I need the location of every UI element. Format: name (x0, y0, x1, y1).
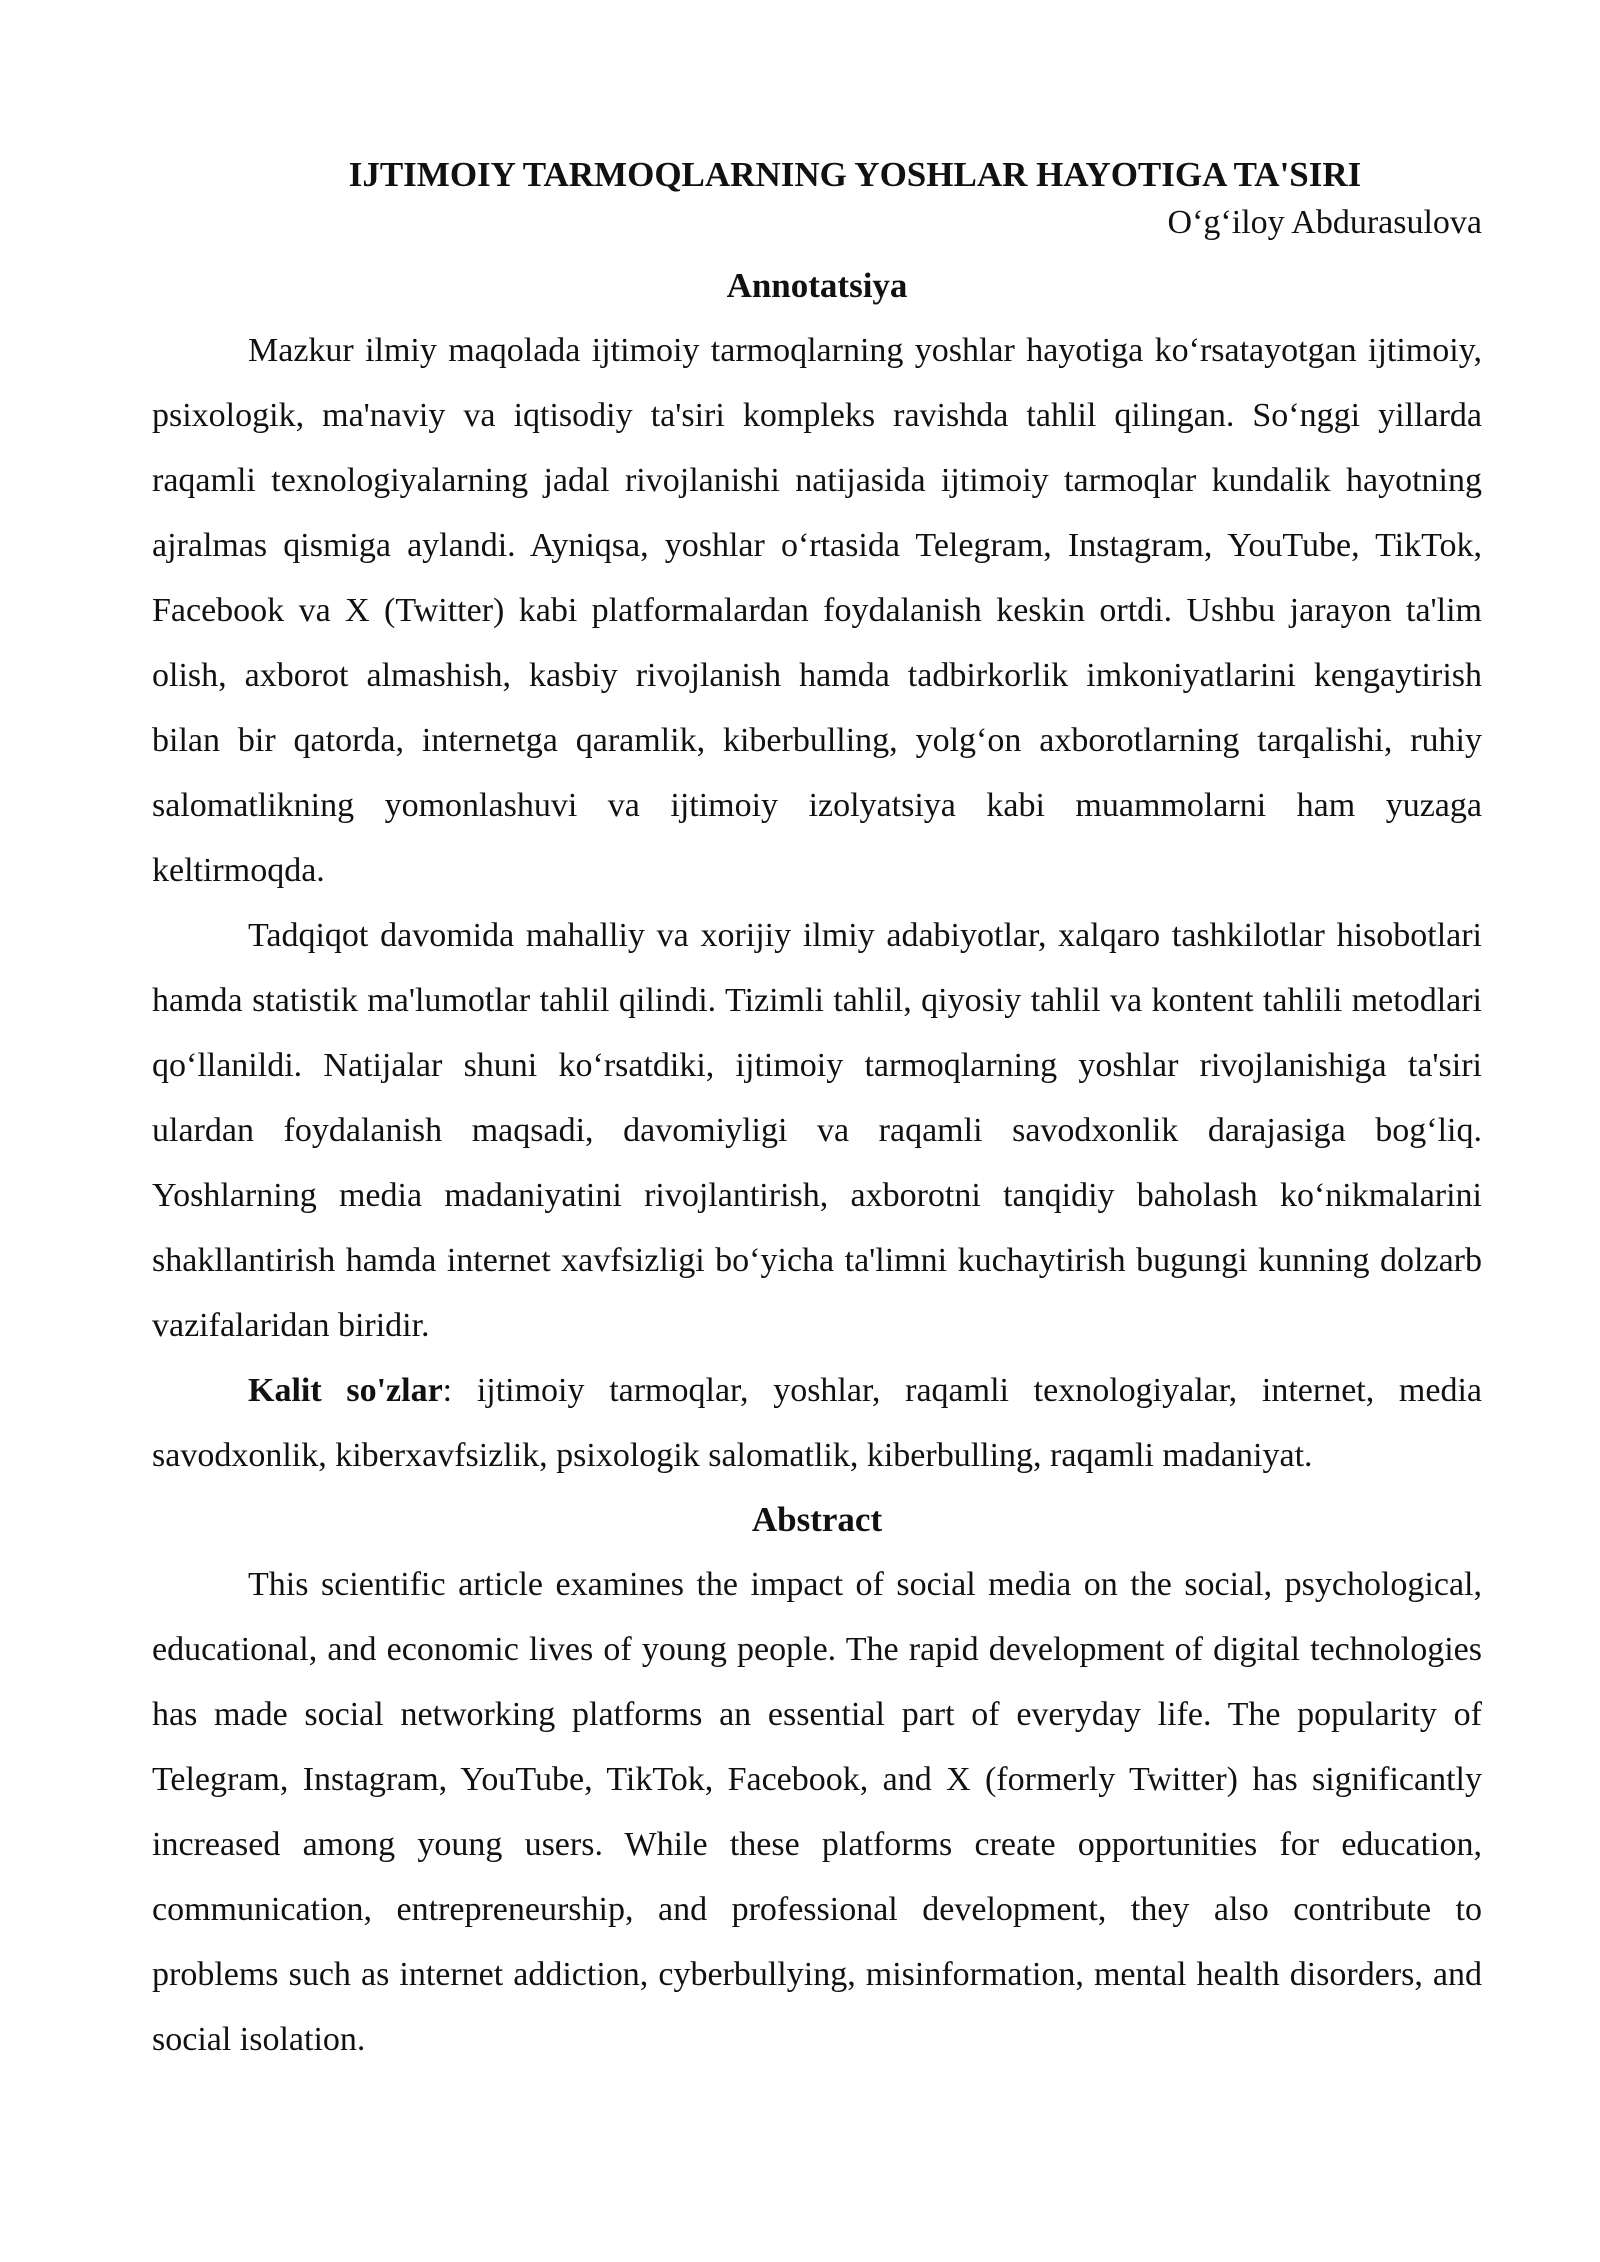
keywords-label: Kalit so'zlar (248, 1372, 443, 1409)
annotation-paragraph-2: Tadqiqot davomida mahalliy va xorijiy ilmiy adabiyotlar, xalqaro tashkilotlar hisobotlari hamda statistik ma'lumotlar tahlil qilindi. Tizimli tahlil, qiyosiy tahlil va kontent tahlili metodlari qo‘llanildi. Natijalar shuni ko‘rsatdiki, ijtimoiy tarmoqlarning yoshlar rivojlanishiga ta'siri ulardan foydalanish maqsadi, davomiyligi va raqamli savodxonlik darajasiga bog‘liq. Yoshlarning media madaniyatini rivojlantirish, axborotni tanqidiy baholash ko‘nikmalarini shakllantirish hamda internet xavfsizligi bo‘yicha ta'limni kuchaytirish bugungi kunning dolzarb vazifalaridan biridir. (152, 917, 1482, 1344)
annotation-heading: Annotatsiya (726, 266, 908, 305)
annotation-paragraph-1: Mazkur ilmiy maqolada ijtimoiy tarmoqlarning yoshlar hayotiga ko‘rsatayotgan ijtimoiy, psixologik, ma'naviy va iqtisodiy ta'siri kompleks ravishda tahlil qilingan. So‘nggi yillarda raqamli texnologiyalarning jadal rivojlanishi natijasida ijtimoiy tarmoqlar kundalik hayotning ajralmas qismiga aylandi. Ayniqsa, yoshlar o‘rtasida Telegram, Instagram, YouTube, TikTok, Facebook va X (Twitter) kabi platformalardan foydalanish keskin ortdi. Ushbu jarayon ta'lim olish, axborot almashish, kasbiy rivojlanish hamda tadbirkorlik imkoniyatlarini kengaytirish bilan bir qatorda, internetga qaramlik, kiberbulling, yolg‘on axborotlarning tarqalishi, ruhiy salomatlikning yomonlashuvi va ijtimoiy izolyatsiya kabi muammolarni ham yuzaga keltirmoqda. (152, 332, 1482, 889)
abstract-heading: Abstract (751, 1500, 883, 1539)
page-content (152, 150, 1482, 2072)
author-name: O‘g‘iloy Abdurasulova (1167, 204, 1482, 241)
abstract-section (152, 1488, 1482, 2072)
keywords-paragraph (152, 1358, 1482, 1488)
article-title: IJTIMOIY TARMOQLARNING YOSHLAR HAYOTIGA TA'SIRI (348, 155, 1362, 194)
abstract-paragraph-1: This scientific article examines the impact of social media on the social, psychological, educational, and economic lives of young people. The rapid development of digital technologies has made social networking platforms an essential part of everyday life. The popularity of Telegram, Instagram, YouTube, TikTok, Facebook, and X (formerly Twitter) has significantly increased among young users. While these platforms create opportunities for education, communication, entrepreneurship, and professional development, they also contribute to problems such as internet addiction, cyberbullying, misinformation, mental health disorders, and social isolation. (152, 1566, 1482, 2058)
keywords-list: : ijtimoiy tarmoqlar, yoshlar, raqamli texnologiyalar, internet, media savodxonlik, kiberxavfsizlik, psixologik salomatlik, kiberbulling, raqamli madaniyat. (152, 1372, 1483, 1474)
annotation-section (152, 254, 1482, 1488)
